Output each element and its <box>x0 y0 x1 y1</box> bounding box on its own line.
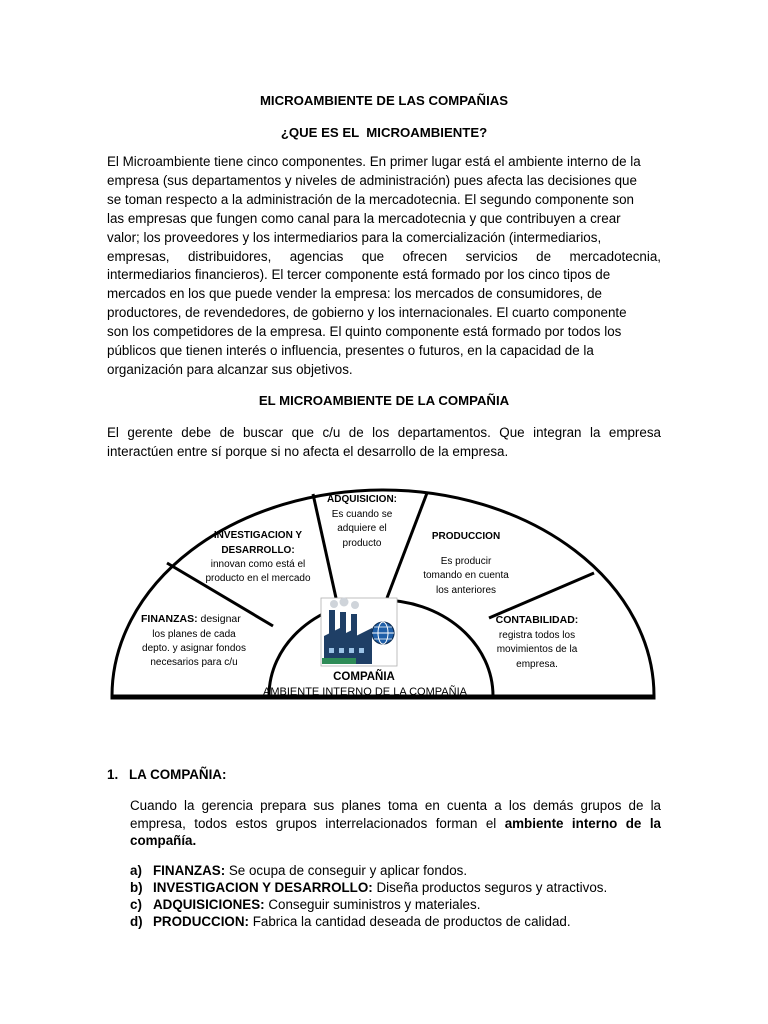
list-marker: d) <box>130 914 143 929</box>
center-title: COMPAÑIA <box>333 671 395 683</box>
document-title: MICROAMBIENTE DE LAS COMPAÑIAS <box>259 93 509 108</box>
intro-line: las empresas que fungen como canal para la mercadotecnia y que contribuyen a crear <box>107 210 621 226</box>
section-line: El gerente debe de buscar que c/u de los departamentos. Que integran la empresa <box>107 425 661 440</box>
segment-line: necesarios para c/u <box>150 657 238 668</box>
list-item <box>130 879 607 896</box>
segment-line: producto <box>342 538 382 549</box>
segment-title: DESARROLLO: <box>221 545 295 556</box>
company-line <box>130 832 661 850</box>
svg-text:FINANZAS: designar <box>141 613 241 625</box>
microambiente-diagram <box>100 478 666 708</box>
segment-line: tomando en cuenta <box>423 570 509 581</box>
segment-line: innovan como está el <box>210 559 306 570</box>
question-heading: ¿QUE ES EL MICROAMBIENTE? <box>280 125 488 140</box>
segment-title: CONTABILIDAD: <box>495 614 579 626</box>
globe-icon <box>372 622 394 644</box>
intro-line: mercados en los que puede vender la empresa: los mercados de consumidores, de <box>107 286 602 302</box>
company-line: Cuando la gerencia prepara sus planes toma en cuenta a los demás grupos de la <box>130 798 661 813</box>
list-term: PRODUCCION: <box>153 914 249 929</box>
intro-line: intermediarios financieros). El tercer componente está formado por los cinco tipos de <box>107 267 611 283</box>
list-item <box>130 862 607 879</box>
intro-line: empresa (sus departamentos y niveles de administración) pues afecta las decisiones que <box>107 172 637 188</box>
list-text: Diseña productos seguros y atractivos. <box>372 880 608 895</box>
company-line-bold: compañía. <box>130 833 197 848</box>
section-heading: EL MICROAMBIENTE DE LA COMPAÑIA <box>258 393 510 408</box>
company-line-bold: ambiente interno de la <box>504 815 661 831</box>
list-term: FINANZAS: <box>153 863 226 878</box>
list-text: Conseguir suministros y materiales. <box>264 897 481 912</box>
section-heading-text: LA COMPAÑIA: <box>129 767 227 782</box>
departments-list <box>130 862 607 930</box>
segment-line: movimientos de la <box>496 644 578 655</box>
intro-line: valor; los proveedores y los intermediarios para la comercialización (intermediarios, <box>107 229 602 245</box>
segment-title-rest: designar <box>197 613 241 625</box>
segment-line: producto en el mercado <box>205 573 311 584</box>
center-subtitle: AMBIENTE INTERNO DE LA COMPAÑIA <box>263 686 467 698</box>
list-section-heading <box>107 767 226 782</box>
intro-line: El Microambiente tiene cinco componentes. En primer lugar está el ambiente interno de la <box>107 154 641 169</box>
segment-line: Es cuando se <box>331 509 393 520</box>
section-line: interactúen entre sí porque si no afecta el desarrollo de la empresa. <box>107 443 509 459</box>
list-marker: c) <box>130 897 142 912</box>
intro-paragraph <box>107 153 661 380</box>
list-marker: a) <box>130 863 142 878</box>
list-text: Se ocupa de conseguir y aplicar fondos. <box>225 863 468 878</box>
intro-line: empresas, distribuidores, agencias que ofrecen servicios de mercadotecnia, <box>107 248 661 264</box>
segment-title: FINANZAS: <box>141 613 198 625</box>
company-paragraph <box>130 797 661 850</box>
segment-line: Es producir <box>440 556 492 567</box>
intro-line: se toman respecto a la administración de la mercadotecnia. El segundo componente son <box>107 191 635 207</box>
list-term: INVESTIGACION Y DESARROLLO: <box>153 880 373 895</box>
list-item <box>130 896 607 913</box>
section-number: 1. <box>107 767 119 782</box>
segment-line: los anteriores <box>435 585 497 596</box>
list-item <box>130 913 607 930</box>
segment-line: empresa. <box>516 659 558 670</box>
segment-title: PRODUCCION <box>431 531 501 542</box>
company-line-text: empresa, todos estos grupos interrelacionados forman el <box>130 815 505 831</box>
segment-title: ADQUISICION: <box>327 494 397 505</box>
intro-line: productores, de revendedores, de gobierno y los internacionales. El cuarto componente <box>107 305 627 321</box>
section-paragraph <box>107 424 661 462</box>
segment-title: INVESTIGACION Y <box>213 530 303 541</box>
intro-line: públicos que tienen interés o influencia, presentes o futuros, en la capacidad de la <box>107 343 594 359</box>
segment-line: los planes de cada <box>152 629 236 640</box>
intro-line: organización para alcanzar sus objetivos. <box>107 361 353 377</box>
company-line <box>130 815 661 833</box>
segment-line: depto. y asignar fondos <box>142 643 246 654</box>
segment-line: adquiere el <box>337 523 387 534</box>
list-text: Fabrica la cantidad deseada de productos de calidad. <box>248 914 571 929</box>
list-marker: b) <box>130 880 143 895</box>
diagram-svg <box>100 478 666 708</box>
list-term: ADQUISICIONES: <box>153 897 265 912</box>
segment-line: registra todos los <box>498 630 576 641</box>
intro-line: son los competidores de la empresa. El quinto componente está formado por todos los <box>107 324 622 340</box>
